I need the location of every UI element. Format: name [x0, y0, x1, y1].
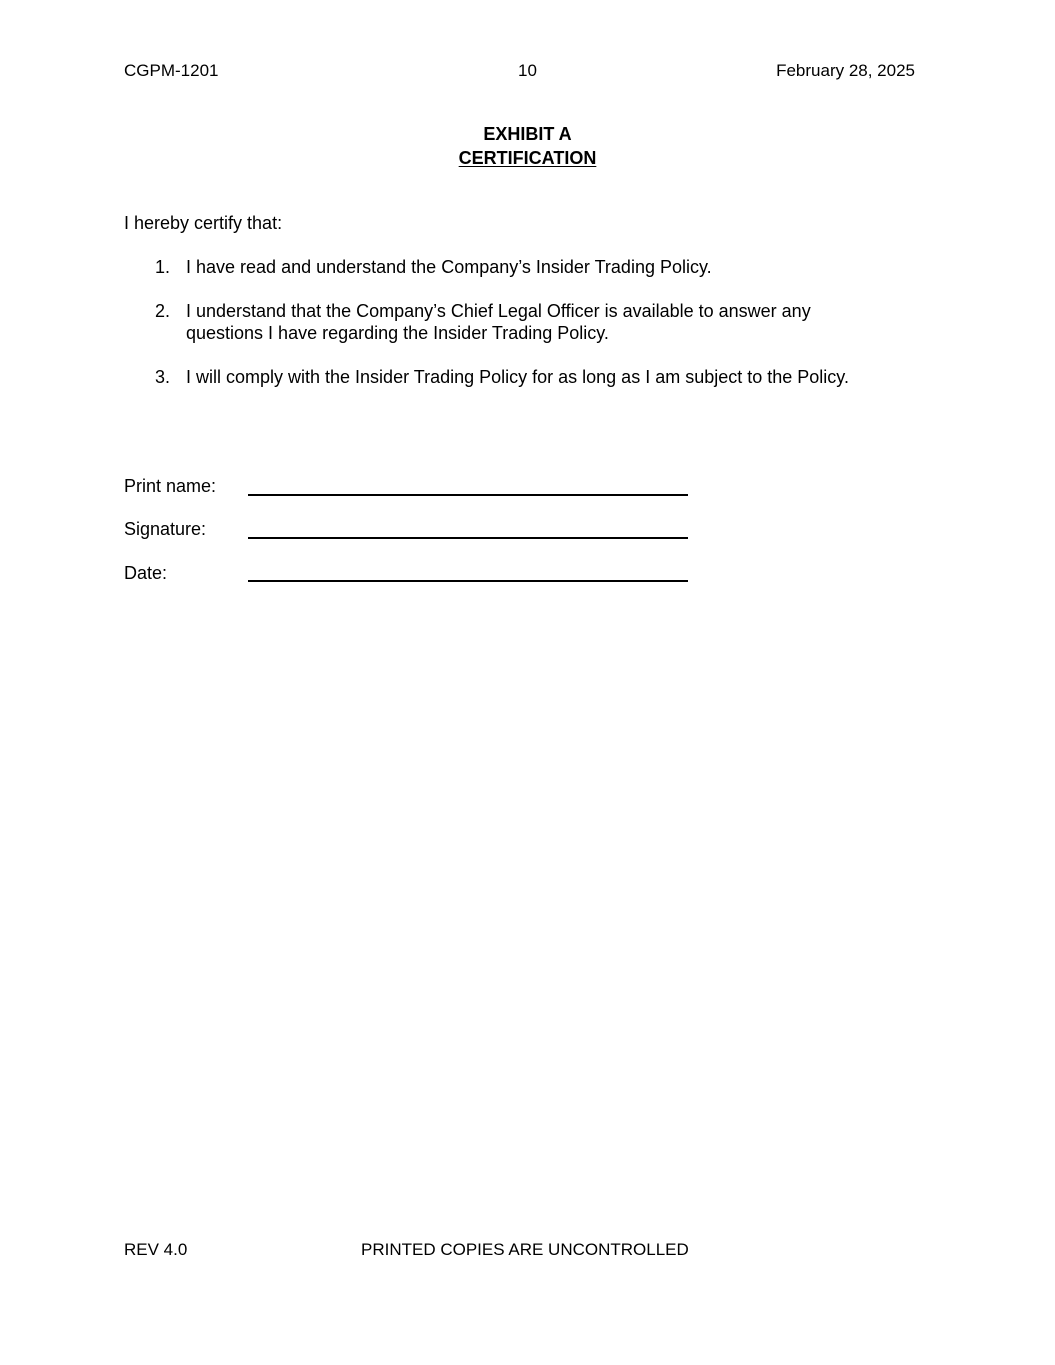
header-page-number: 10: [518, 61, 537, 80]
list-item-number: 2.: [155, 301, 171, 321]
header-date: February 28, 2025: [776, 61, 915, 80]
signature-label: Signature:: [124, 519, 207, 539]
footer-revision: REV 4.0: [124, 1240, 188, 1259]
list-item-number: 3.: [155, 367, 171, 387]
header-doc-id: CGPM-1201: [124, 61, 219, 80]
list-item-text: I understand that the Company’s Chief Legal Officer is available to answer any questions I have regarding the Insider Trading Policy.: [186, 301, 811, 343]
list-item-number: 1.: [155, 257, 171, 277]
list-item-text: I will comply with the Insider Trading Policy for as long as I am subject to the Policy.: [186, 367, 849, 387]
exhibit-title: EXHIBIT A: [483, 124, 572, 144]
date-label: Date:: [124, 563, 168, 583]
footer-notice: PRINTED COPIES ARE UNCONTROLLED: [361, 1240, 689, 1259]
date-field[interactable]: [248, 580, 688, 582]
list-item-text: I have read and understand the Company’s Insider Trading Policy.: [186, 257, 712, 277]
certification-title: CERTIFICATION: [458, 148, 597, 168]
print-name-label: Print name:: [124, 476, 217, 496]
signature-field[interactable]: [248, 537, 688, 539]
intro-text: I hereby certify that:: [124, 213, 283, 233]
print-name-field[interactable]: [248, 494, 688, 496]
